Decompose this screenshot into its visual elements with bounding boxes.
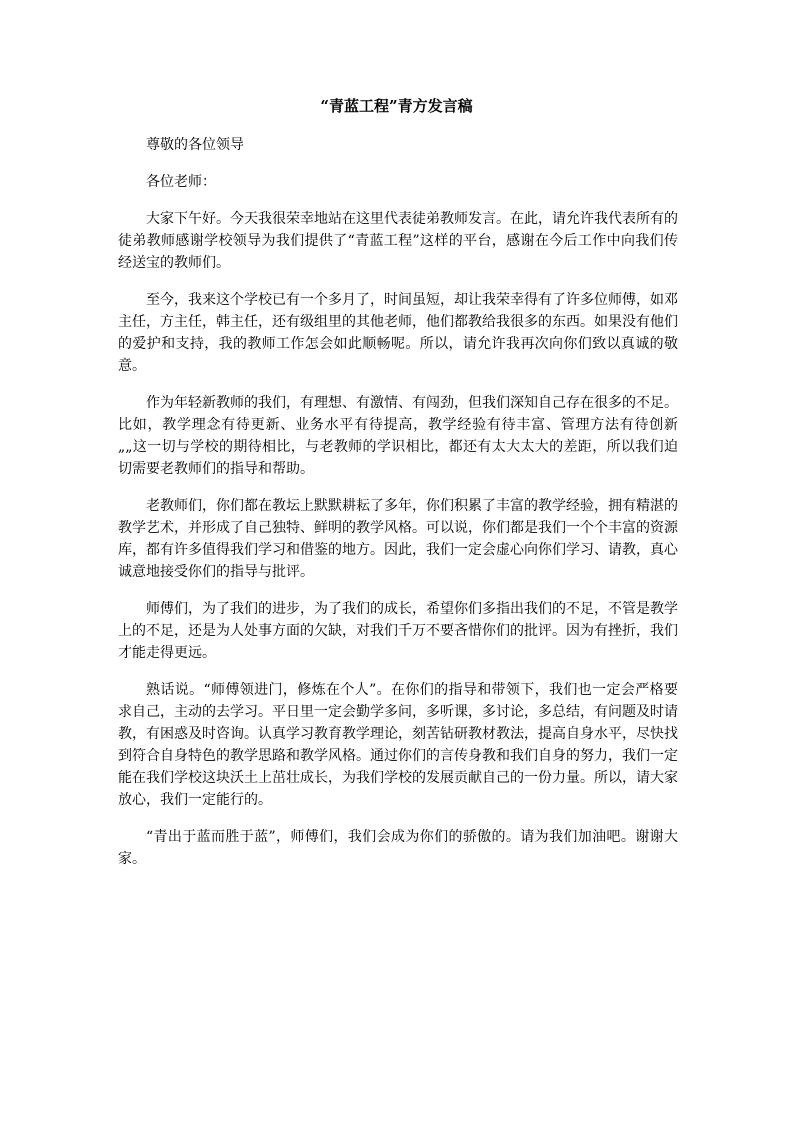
paragraph-greeting: 大家下午好。今天我很荣幸地站在这里代表徒弟教师发言。在此，请允许我代表所有的徒弟教师感谢学校领导为我们提供了“青蓝工程”这样的平台，感谢在今后工作中向我们传经送宝的教师们。: [118, 211, 678, 271]
paragraph-shortcomings: 作为年轻新教师的我们，有理想、有激情、有闯劲，但我们深知自己存在很多的不足。比如，教学理念有待更新、业务水平有待提高，教学经验有待丰富、管理方法有待创新„„这一切与学校的期待相比，与老教师的学识相比，都还有太大太大的差距，所以我们迫切需要老教师们的指导和帮助。: [118, 395, 678, 477]
salutation-teachers: 各位老师：: [146, 174, 216, 190]
paragraph-gratitude: 至今，我来这个学校已有一个多月了，时间虽短，却让我荣幸得有了许多位师傅，如邓主任，方主任，韩主任，还有级组里的其他老师，他们都教给我很多的东西。如果没有他们的爱护和支持，我的教师工作怎会如此顺畅呢。所以，请允许我再次向你们致以真诚的敬意。: [118, 292, 678, 374]
document-body: [118, 134, 678, 885]
paragraph-commitment: 熟话说。“师傅领进门，修炼在个人”。在你们的指导和带领下，我们也一定会严格要求自己，主动的去学习。平日里一定会勤学多问，多听课，多讨论，多总结，有问题及时请教，有困惑及时咨询。认真学习教育教学理论，刻苦钻研教材教法，提高自身水平，尽快找到符合自身特色的教学思路和教学风格。通过你们的言传身教和我们自身的努力，我们一定能在我们学校这块沃土上茁壮成长，为我们学校的发展贡献自己的一份力量。所以，请大家放心，我们一定能行的。: [118, 682, 678, 808]
document-title: “青蓝工程”青方发言稿: [320, 97, 473, 115]
paragraph-praise: 老教师们，你们都在教坛上默默耕耘了多年，你们积累了丰富的教学经验，拥有精湛的教学艺术，并形成了自己独特、鲜明的教学风格。可以说，你们都是我们一个个丰富的资源库，都有许多值得我们学习和借鉴的地方。因此，我们一定会虚心向你们学习、请教，真心诚意地接受你们的指导与批评。: [118, 498, 678, 580]
paragraph-request: 师傅们，为了我们的进步，为了我们的成长，希望你们多指出我们的不足，不管是教学上的不足，还是为人处事方面的欠缺，对我们千万不要吝惜你们的批评。因为有挫折，我们才能走得更远。: [118, 601, 678, 661]
salutation-leaders: 尊敬的各位领导: [146, 137, 244, 153]
paragraph-closing: “青出于蓝而胜于蓝”，师傅们，我们会成为你们的骄傲的。请为我们加油吧。谢谢大家。: [118, 829, 678, 867]
